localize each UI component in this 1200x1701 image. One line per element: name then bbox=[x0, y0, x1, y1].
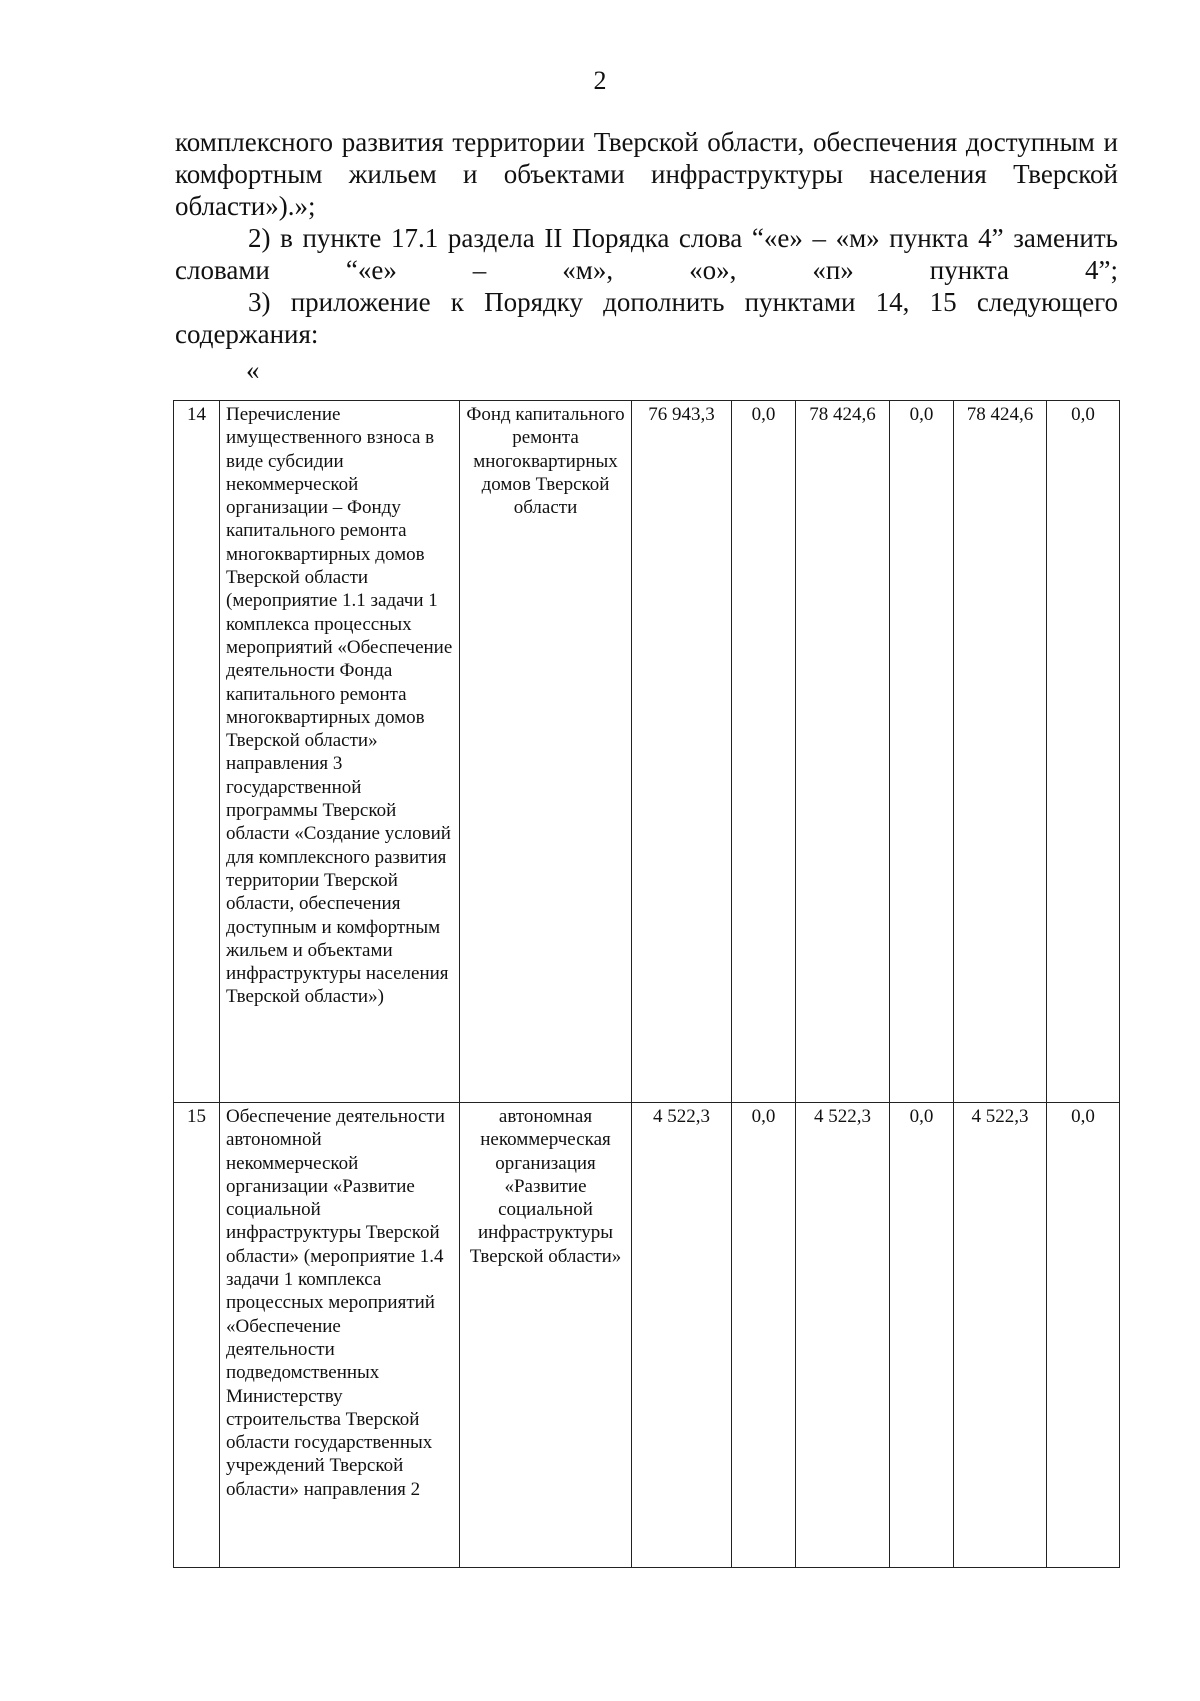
value-cell: 0,0 bbox=[732, 401, 796, 1103]
table-row bbox=[174, 1103, 1120, 1568]
table-row bbox=[174, 401, 1120, 1103]
value-cell: 78 424,6 bbox=[954, 401, 1047, 1103]
value-cell: 0,0 bbox=[732, 1103, 796, 1568]
value-cell: 76 943,3 bbox=[632, 401, 732, 1103]
paragraph-item-3: 3) приложение к Порядку дополнить пунктами 14, 15 следующего содержания: bbox=[175, 287, 1118, 349]
recipient: Фонд капитального ремонта многоквартирных домов Тверской области bbox=[460, 401, 632, 1103]
recipient: автономная некоммерческая организация «Развитие социальной инфраструктуры Тверской области» bbox=[460, 1103, 632, 1568]
value-cell: 0,0 bbox=[1047, 401, 1120, 1103]
document-body bbox=[175, 126, 1118, 350]
value-cell: 4 522,3 bbox=[954, 1103, 1047, 1568]
value-cell: 0,0 bbox=[1047, 1103, 1120, 1568]
open-quote: « bbox=[246, 355, 260, 385]
page-number: 2 bbox=[593, 66, 607, 95]
value-cell: 4 522,3 bbox=[632, 1103, 732, 1568]
measure-name: Обеспечение деятельности автономной некоммерческой организации «Развитие социальной инфраструктуры Тверской области» (мероприятие 1.4 задачи 1 комплекса процессных мероприятий «Обеспечение деятельности подведомственных Министерству строительства Тверской области государственных учреждений Тверской области» направления 2 bbox=[220, 1103, 460, 1568]
row-number: 15 bbox=[174, 1103, 220, 1568]
appendix-table bbox=[173, 400, 1120, 1568]
value-cell: 0,0 bbox=[890, 401, 954, 1103]
row-number: 14 bbox=[174, 401, 220, 1103]
paragraph-continuation: комплексного развития территории Тверской области, обеспечения доступным и комфортным жильем и объектами инфраструктуры населения Тверской области»).»; bbox=[175, 127, 1118, 221]
value-cell: 78 424,6 bbox=[796, 401, 890, 1103]
measure-name: Перечисление имущественного взноса в виде субсидии некоммерческой организации – Фонду капитального ремонта многоквартирных домов Тверской области (мероприятие 1.1 задачи 1 комплекса процессных мероприятий «Обеспечение деятельности Фонда капитального ремонта многоквартирных домов Тверской области» направления 3 государственной программы Тверской области «Создание условий для комплексного развития территории Тверской области, обеспечения доступным и комфортным жильем и объектами инфраструктуры населения Тверской области») bbox=[220, 401, 460, 1103]
value-cell: 4 522,3 bbox=[796, 1103, 890, 1568]
value-cell: 0,0 bbox=[890, 1103, 954, 1568]
paragraph-item-2: 2) в пункте 17.1 раздела II Порядка слова “«е» – «м» пункта 4” заменить словами “«е» – «м», «о», «п» пункта 4”; bbox=[175, 223, 1118, 285]
